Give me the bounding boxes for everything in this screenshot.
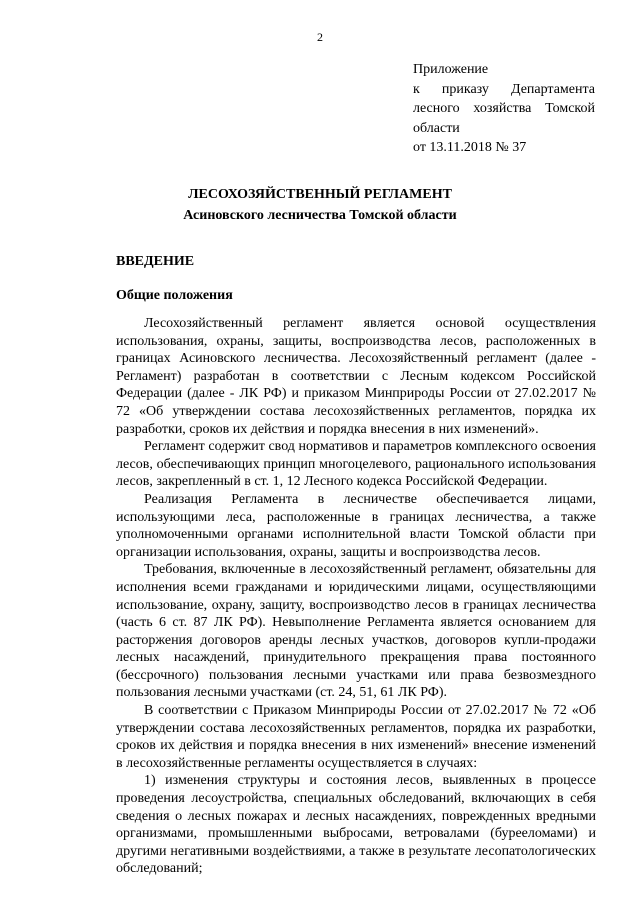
- document-title: ЛЕСОХОЗЯЙСТВЕННЫЙ РЕГЛАМЕНТ: [188, 187, 452, 202]
- paragraph-5: В соответствии с Приказом Минприроды России от 27.02.2017 № 72 «Об утверждении состава лесохозяйственных регламентов, порядка их разработки, сроков их действия и порядка внесения в них изменений» внесение изменений в лесохозяйственные регламенты осуществляется в случаях:: [116, 703, 596, 771]
- document-subtitle: Асиновского лесничества Томской области: [183, 208, 457, 223]
- appendix-line-4: области: [413, 120, 460, 136]
- appendix-block: [413, 60, 595, 158]
- paragraph-6: 1) изменения структуры и состояния лесов, выявленных в процессе проведения лесоустройства, специальных обследований, включающих в себя сведения о лесных пожарах и лесных насаждениях, поврежденных вредными организмами, промышленными выбросами, ветровалами (бурееломами) и другими негативными воздействиями, а также в результате лесопатологических обследований;: [116, 773, 596, 877]
- appendix-line-3: лесного хозяйства Томской: [413, 101, 595, 116]
- paragraph-2: Регламент содержит свод нормативов и параметров комплексного освоения лесов, обеспечивающих принцип многоцелевого, рационального использования лесов, закрепленный в ст. 1, 12 Лесного кодекса Российской Федерации.: [116, 439, 596, 490]
- page-number: 2: [317, 30, 323, 44]
- paragraph-3: Реализация Регламента в лесничестве обеспечивается лицами, использующими леса, расположенные в границах лесничества, а также уполномоченными органами исполнительной власти Томской области при организации использования, охраны, защиты и воспроизводства лесов.: [116, 491, 596, 560]
- paragraph-1: Лесохозяйственный регламент является основой осуществления использования, охраны, защиты, воспроизводства лесов, расположенных в границах Асиновского лесничества. Лесохозяйственный регламент (далее - Регламент) разработан в соответствии с Лесным кодексом Российской Федерации (далее - ЛК РФ) и приказом Минприроды России от 27.02.2017 № 72 «Об утверждении состава лесохозяйственных регламентов, порядка их разработки, сроков их действия и порядка внесения в них изменений».: [116, 316, 596, 437]
- section-heading: ВВЕДЕНИЕ: [116, 254, 195, 269]
- paragraph-4: Требования, включенные в лесохозяйственный регламент, обязательны для исполнения всеми гражданами и юридическими лицами, осуществляющими использование, охрану, защиту, воспроизводство лесов в границах лесничества (часть 6 ст. 87 ЛК РФ). Невыполнение Регламента является основанием для расторжения договоров аренды лесных участков, договоров купли-продажи лесных насаждений, принудительного прекращения права постоянного (бессрочного) пользования лесными участками или права безвозмездного пользования лесными участками (ст. 24, 51, 61 ЛК РФ).: [116, 562, 596, 701]
- document-title-block: [0, 184, 640, 226]
- body-text: [116, 315, 596, 878]
- appendix-line-5: от 13.11.2018 № 37: [413, 140, 527, 155]
- appendix-line-1: Приложение: [413, 62, 489, 77]
- subsection-heading: Общие положения: [116, 288, 233, 303]
- appendix-line-2: к приказу Департамента: [413, 81, 595, 97]
